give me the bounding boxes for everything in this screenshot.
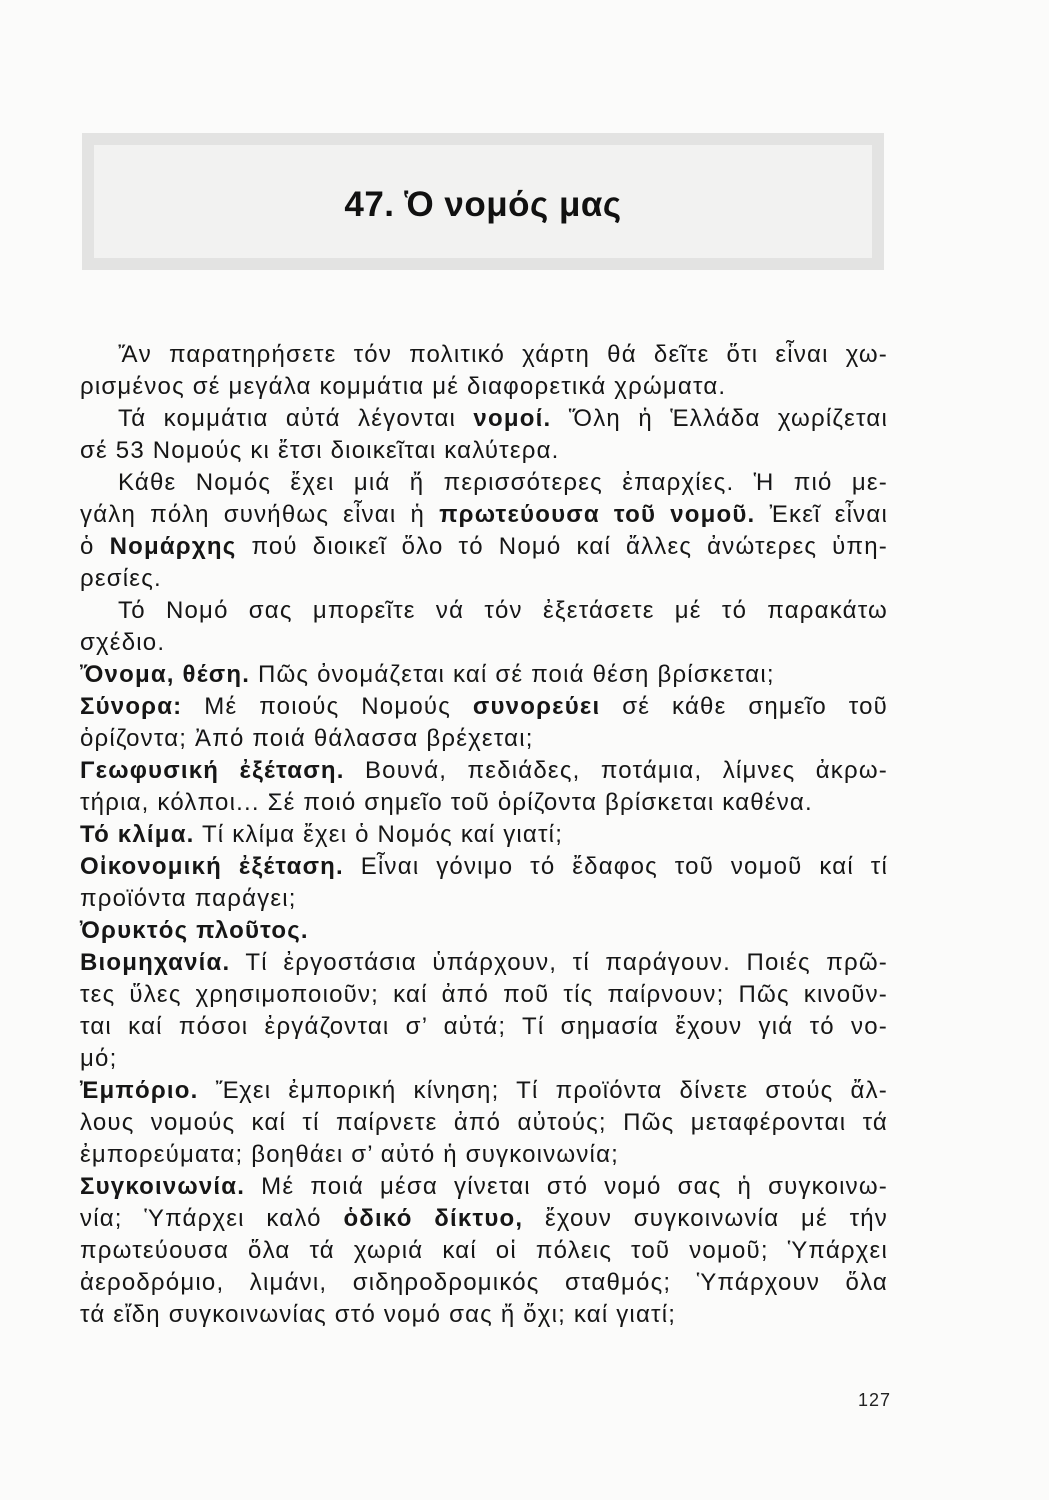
text-run: Βουνά, πεδιάδες, ποτάμια, λίμνες ἀκρω- — [344, 757, 888, 784]
text-line — [80, 1203, 888, 1235]
text-line — [80, 1075, 888, 1107]
body-text — [80, 339, 888, 1331]
text-run: Ὅλη ἡ Ἑλλάδα χωρίζεται — [551, 405, 888, 432]
line-text — [80, 789, 813, 816]
line-text — [80, 725, 534, 752]
text-run: σέ 53 Νομούς κι ἔτσι διοικεῖται καλύτερα. — [80, 437, 560, 464]
line-text — [80, 565, 162, 592]
text-run: ται καί πόσοι ἐργάζονται σ’ αὐτά; Τί σημασία ἔχουν γιά τό νο- — [80, 1013, 888, 1040]
text-run: ἔχουν συγκοινωνία μέ τήν — [523, 1205, 889, 1232]
line-text — [80, 437, 560, 464]
text-run: λους νομούς καί τί παίρνετε ἀπό αὐτούς; Πῶς μεταφέρονται τά — [80, 1109, 888, 1136]
bold-term: Ὄνομα, θέση. — [80, 661, 251, 688]
text-line — [80, 979, 888, 1011]
bold-term: νομοί. — [473, 405, 552, 432]
topic-item — [80, 947, 888, 1075]
text-line — [80, 755, 888, 787]
text-run: σέ κάθε σημεῖο τοῦ — [600, 693, 889, 720]
text-run: Τά κομμάτια αὐτά λέγονται — [118, 405, 474, 432]
bold-term: Συγκοινωνία. — [80, 1173, 246, 1200]
text-run: προϊόντα παράγει; — [80, 885, 297, 912]
text-run: Μέ ποιά μέσα γίνεται στό νομό σας ἡ συγκοινω- — [245, 1173, 888, 1200]
line-text — [118, 341, 888, 368]
text-run: ρεσίες. — [80, 565, 162, 592]
line-text — [80, 885, 297, 912]
text-run: μό; — [80, 1045, 118, 1072]
line-text — [80, 1077, 888, 1104]
text-run: Ἄν παρατηρήσετε τόν πολιτικό χάρτη θά δεῖτε ὅτι εἶναι χω- — [118, 341, 888, 368]
bold-term: Ὀρυκτός πλοῦτος. — [80, 917, 309, 944]
text-run: ἀεροδρόμιο, λιμάνι, σιδηροδρομικός σταθμός; Ὑπάρχουν ὅλα — [80, 1269, 888, 1296]
bold-term: Νομάρχης — [109, 533, 237, 560]
text-run: Πῶς ὀνομάζεται καί σέ ποιά θέση βρίσκεται; — [250, 661, 775, 688]
text-run: νία; Ὑπάρχει καλό — [80, 1205, 344, 1232]
bold-term: πρωτεύουσα τοῦ νομοῦ. — [439, 501, 756, 528]
text-line — [80, 531, 888, 563]
line-text — [80, 949, 888, 976]
text-line — [80, 915, 888, 947]
body-paragraph — [80, 339, 888, 403]
text-run: πού διοικεῖ ὅλο τό Νομό καί ἄλλες ἀνώτερες ὑπη- — [236, 533, 888, 560]
body-paragraph — [80, 467, 888, 595]
text-line — [80, 435, 888, 467]
line-text — [80, 533, 888, 560]
text-run: τες ὕλες χρησιμοποιοῦν; καί ἀπό ποῦ τίς παίρνουν; Πῶς κινοῦν- — [80, 981, 888, 1008]
bold-term: Οἰκονομική ἐξέταση. — [80, 853, 344, 880]
text-run: ρισμένος σέ μεγάλα κομμάτια μέ διαφορετικά χρώματα. — [80, 373, 727, 400]
text-line — [80, 1139, 888, 1171]
text-line — [80, 1107, 888, 1139]
bold-term: συνορεύει — [472, 693, 601, 720]
line-text — [80, 1173, 888, 1200]
line-text — [80, 853, 888, 880]
line-text — [80, 373, 726, 400]
text-line — [80, 659, 888, 691]
text-line — [80, 787, 888, 819]
text-run: Κάθε Νομός ἔχει μιά ἤ περισσότερες ἐπαρχίες. Ἡ πιό με- — [118, 469, 888, 496]
text-line — [80, 1299, 888, 1331]
topic-item — [80, 851, 888, 915]
line-text — [80, 1109, 888, 1136]
topic-item — [80, 1171, 888, 1331]
text-run: σχέδιο. — [80, 629, 166, 656]
text-line — [80, 1235, 888, 1267]
page-number: 127 — [857, 1390, 891, 1410]
line-text — [80, 1205, 888, 1232]
bold-term: Βιομηχανία. — [80, 949, 231, 976]
line-text — [118, 405, 888, 432]
line-text — [80, 917, 309, 944]
topic-item — [80, 755, 888, 819]
text-line — [80, 595, 888, 627]
text-line — [80, 499, 888, 531]
text-line — [80, 563, 888, 595]
text-run: ὁ — [80, 533, 110, 560]
chapter-title-box — [82, 133, 884, 270]
text-line — [80, 819, 888, 851]
line-text — [80, 1045, 117, 1072]
text-line — [80, 691, 888, 723]
topic-item — [80, 1075, 888, 1171]
line-text — [80, 1013, 888, 1040]
text-line — [80, 723, 888, 755]
text-line — [80, 627, 888, 659]
text-line — [80, 467, 888, 499]
bold-term: Τό κλίμα. — [80, 821, 195, 848]
text-run: Ἔχει ἐμπορική κίνηση; Τί προϊόντα δίνετε στούς ἄλ- — [198, 1077, 888, 1104]
line-text — [80, 629, 165, 656]
text-line — [80, 1043, 888, 1075]
text-run: γάλη πόλη συνήθως εἶναι ἡ — [80, 501, 440, 528]
text-line — [80, 371, 888, 403]
text-line — [80, 851, 888, 883]
topic-item — [80, 691, 888, 755]
text-run: τήρια, κόλποι... Σέ ποιό σημεῖο τοῦ ὁρίζοντα βρίσκεται καθένα. — [80, 789, 813, 816]
line-text — [80, 501, 888, 528]
text-run: πρωτεύουσα ὅλα τά χωριά καί οἱ πόλεις τοῦ νομοῦ; Ὑπάρχει — [80, 1237, 888, 1264]
chapter-title: 47. Ὁ νομός μας — [344, 184, 622, 224]
topic-item — [80, 915, 888, 947]
text-run: Τί κλίμα ἔχει ὁ Νομός καί γιατί; — [194, 821, 564, 848]
line-text — [118, 597, 888, 624]
body-paragraph — [80, 595, 888, 659]
line-text — [80, 821, 563, 848]
topic-item — [80, 659, 888, 691]
text-line — [80, 1011, 888, 1043]
line-text — [80, 1269, 888, 1296]
line-text — [80, 757, 888, 784]
text-line — [80, 883, 888, 915]
text-run: Εἶναι γόνιμο τό ἔδαφος τοῦ νομοῦ καί τί — [343, 853, 888, 880]
text-run: τά εἴδη συγκοινωνίας στό νομό σας ἤ ὄχι; καί γιατί; — [80, 1301, 677, 1328]
line-text — [118, 469, 888, 496]
text-line — [80, 339, 888, 371]
bold-term: Ἐμπόριο. — [80, 1077, 199, 1104]
body-paragraph — [80, 403, 888, 467]
line-text — [80, 661, 775, 688]
line-text — [80, 1301, 676, 1328]
bold-term: Γεωφυσική ἐξέταση. — [80, 757, 345, 784]
topic-item — [80, 819, 888, 851]
text-run: Ἐκεῖ εἶναι — [755, 501, 888, 528]
text-line — [80, 403, 888, 435]
line-text — [80, 1237, 888, 1264]
bold-term: Σύνορα: — [80, 693, 183, 720]
bold-term: ὁδικό δίκτυο, — [343, 1205, 524, 1232]
text-run: Τό Νομό σας μπορεῖτε νά τόν ἐξετάσετε μέ τό παρακάτω — [118, 597, 888, 624]
line-text — [80, 1141, 619, 1168]
text-run: Τί ἐργοστάσια ὑπάρχουν, τί παράγουν. Ποιές πρῶ- — [230, 949, 888, 976]
text-run: Μέ ποιούς Νομούς — [182, 693, 473, 720]
text-line — [80, 1171, 888, 1203]
text-line — [80, 1267, 888, 1299]
text-run: ἐμπορεύματα; βοηθάει σ’ αὐτό ἡ συγκοινωνία; — [80, 1141, 620, 1168]
line-text — [80, 981, 888, 1008]
text-run: ὁρίζοντα; Ἀπό ποιά θάλασσα βρέχεται; — [80, 725, 534, 752]
line-text — [80, 693, 888, 720]
text-line — [80, 947, 888, 979]
